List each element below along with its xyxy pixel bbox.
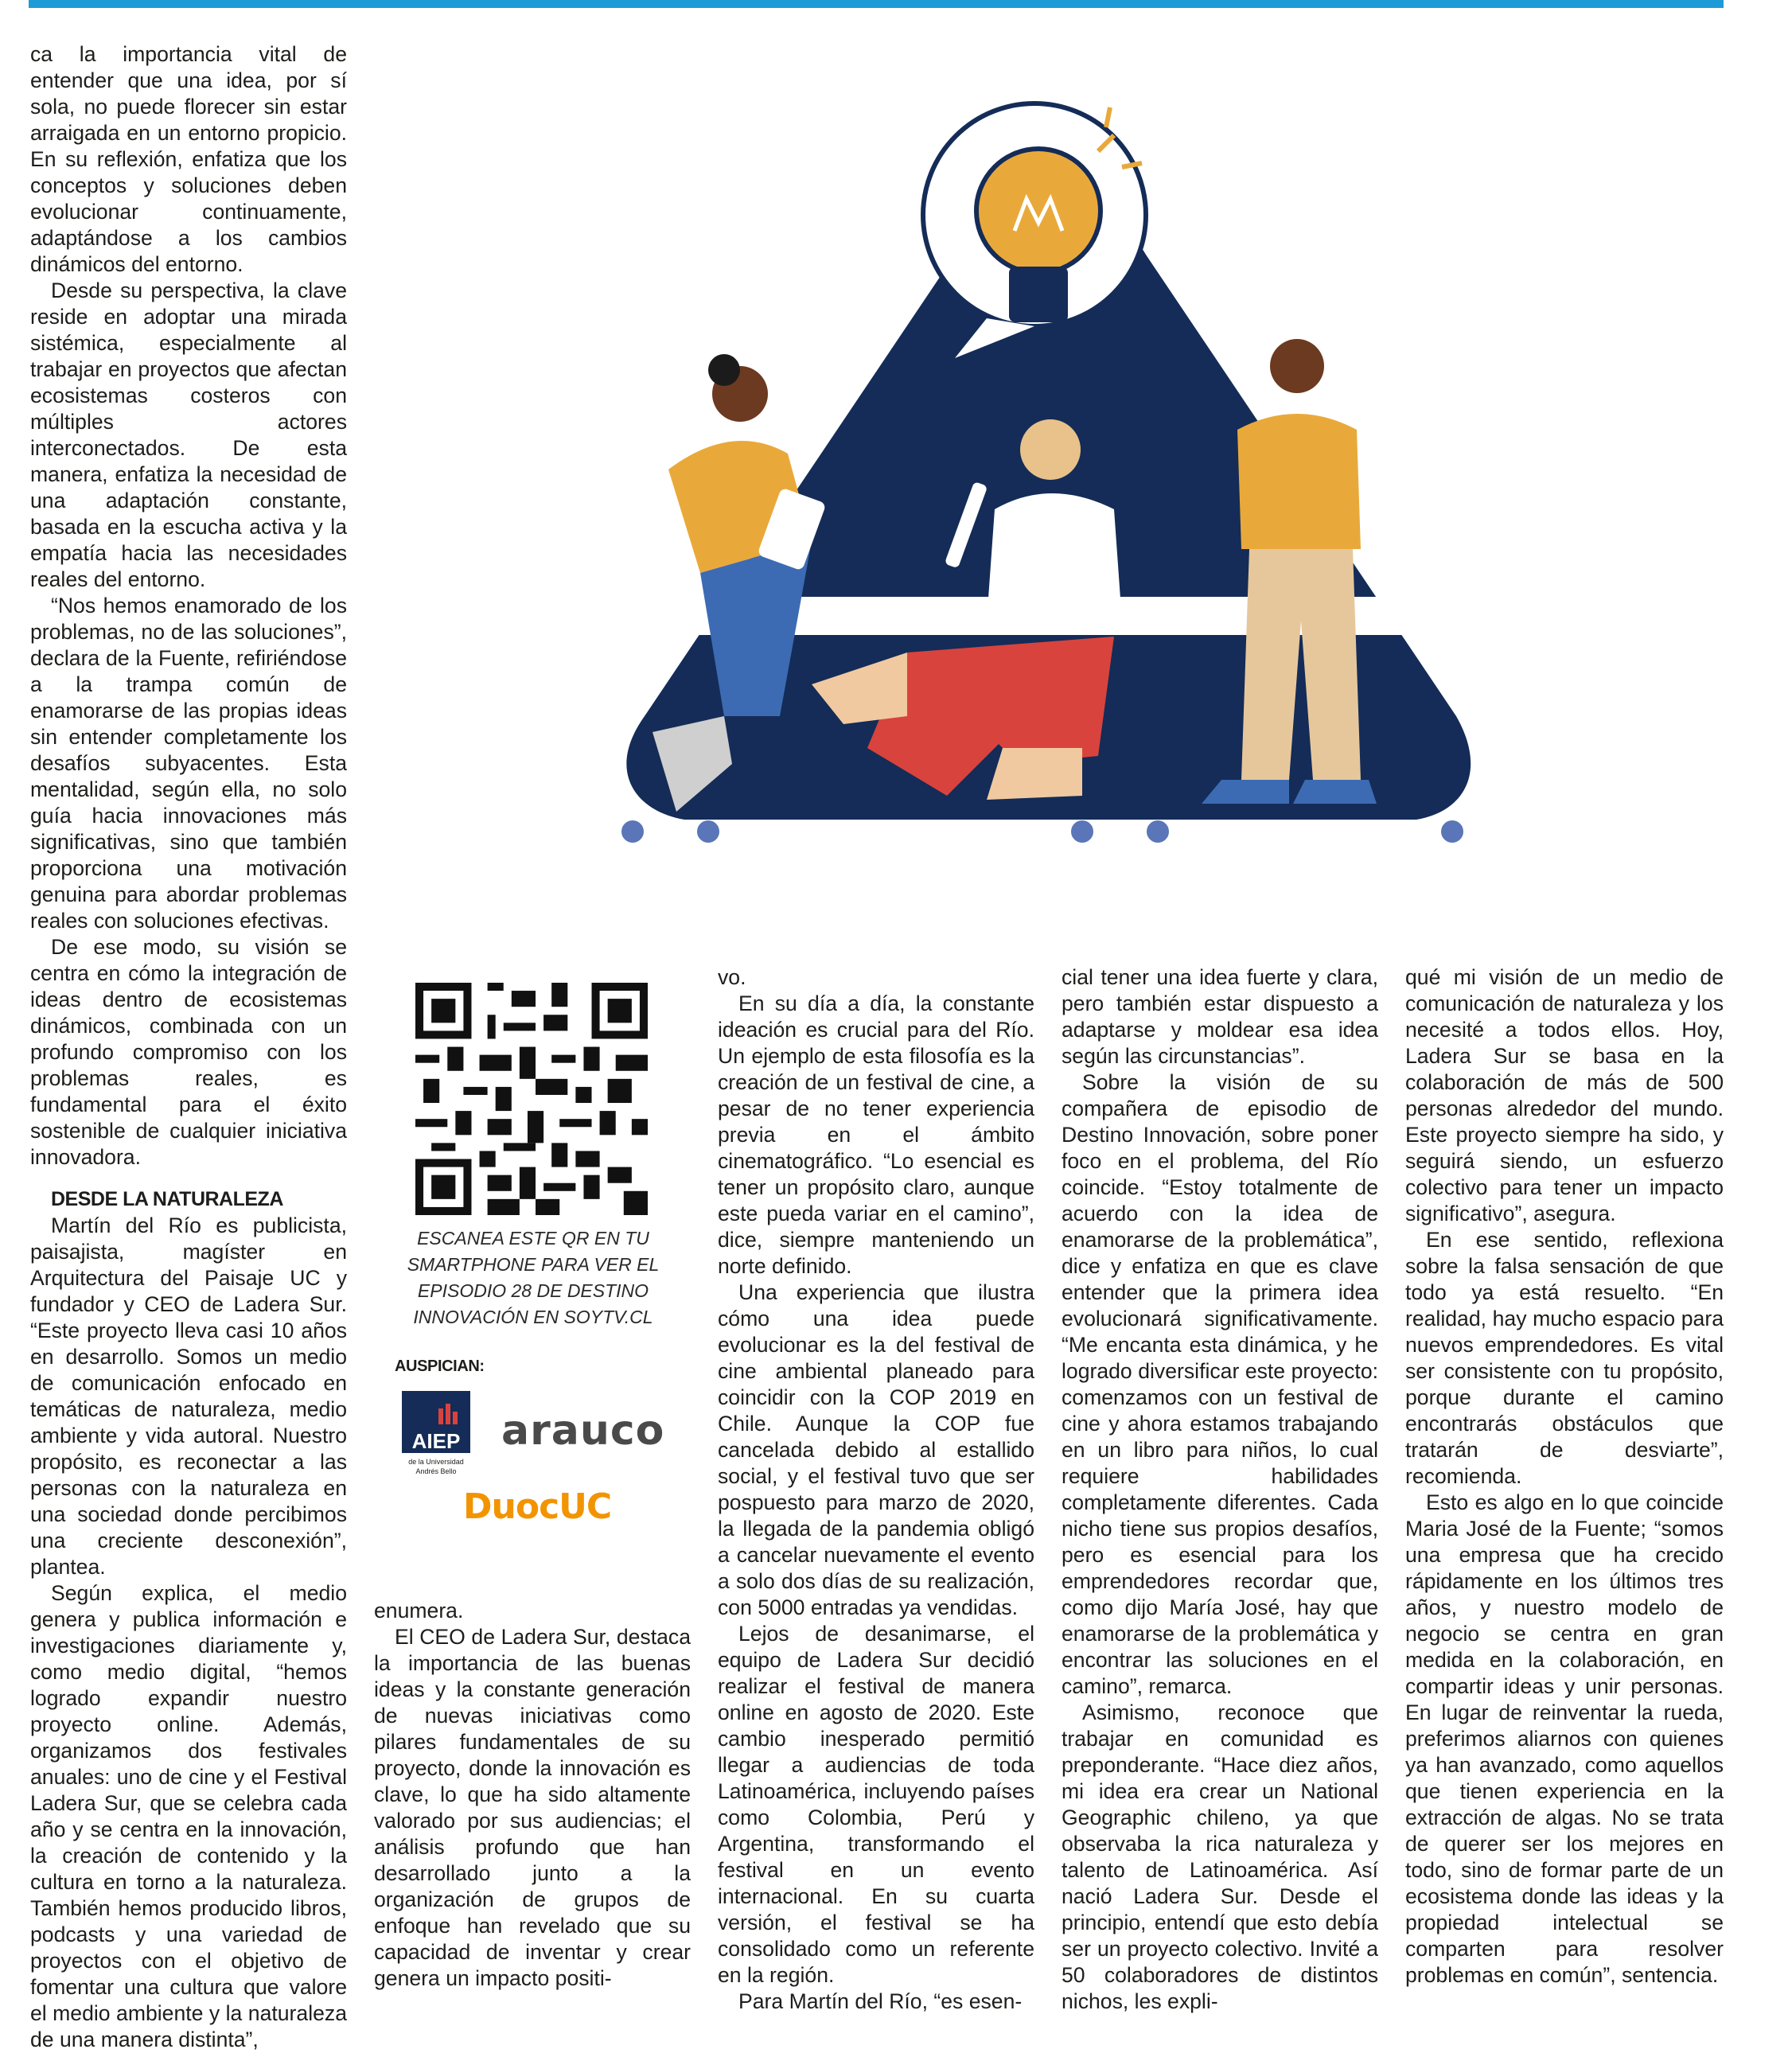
paragraph: Sobre la visión de su compañera de episodio de Destino Innovación, sobre poner foco en el problema, del Río coincide. “Estoy totalmente de acuerdo con la idea de enamorarse de la problemática”, dice y enfatiza en que es clave entender que la primera idea evolucionará significativamente. “Me encanta esta dinámica, y he logrado diversificar este proyecto: comenzamos con un festival de cine y ahora estamos trabajando en un libro para niños, lo cual requiere habilidades completamente diferentes. Cada nicho tiene sus propios desafíos, pero es esencial para los emprendedores recordar que, como dijo María José, hay que enamorarse de la problemática y encontrar las soluciones en el camino”, remarca. (1062, 1070, 1378, 1698)
article-column-2 (374, 1598, 691, 1990)
svg-text:de la Universidad: de la Universidad (408, 1458, 464, 1466)
svg-text:AIEP: AIEP (411, 1429, 461, 1453)
teamwork-illustration (573, 95, 1528, 875)
paragraph: enumera. (374, 1599, 464, 1623)
svg-text:Andrés Bello: Andrés Bello (415, 1467, 457, 1475)
paragraph: ca la importancia vital de entender que una idea, por sí sola, no puede florecer sin estar arraigada en un entorno propicio. En su reflexión, enfatiza que los conceptos y soluciones deben evolucionar continuamente, adaptándose a los cambios dinámicos del entorno. (30, 42, 347, 276)
paragraph: El CEO de Ladera Sur, destaca la importancia de las buenas ideas y la constante generación de nuevas iniciativas como pilares fundamentales de su proyecto, donde la innovación es clave, lo que ha sido altamente valorado por sus audiencias; el análisis profundo que han desarrollado junto a la organización de grupos de enfoque han revelado que su capacidad de inventar y crear genera un impacto positi- (374, 1625, 691, 1990)
qr-caption: ESCANEA ESTE QR EN TU SMARTPHONE PARA VER EL EPISODIO 28 DE DESTINO INNOVACIÓN EN SOYTV.CL (407, 1228, 660, 1327)
article-column-5 (1405, 964, 1724, 1987)
paragraph: Desde su perspectiva, la clave reside en adoptar una mirada sistémica, especialmente al trabajar en proyectos que afectan ecosistemas costeros con múltiples actores interconectados. De esta manera, enfatiza la necesidad de una adaptación constante, basada en la escucha activa y la empatía hacia las necesidades reales del entorno. (30, 279, 347, 591)
paragraph: “Nos hemos enamorado de los problemas, no de las soluciones”, declara de la Fuente, refiriéndose a la trampa común de enamorarse de las propias ideas sin entender completamente los desafíos subyacentes. Esta mentalidad, según ella, no solo guía hacia innovaciones más significativas, sino que también proporciona una motivación genuina para abordar problemas reales con soluciones efectivas. (30, 594, 347, 933)
paragraph: En su día a día, la constante ideación es crucial para del Río. Un ejemplo de esta filosofía es la creación de un festival de cine, a pesar de no tener experiencia previa en el ámbito cinematográfico. “Lo esencial es tener un propósito claro, aunque este pueda variar en el camino”, dice, siempre manteniendo un norte definido. (718, 991, 1034, 1278)
paragraph: Lejos de desanimarse, el equipo de Ladera Sur decidió realizar el festival de manera online en agosto de 2020. Este cambio inesperado permitió llegar a audiencias de toda Latinoamérica, incluyendo países como Colombia, Perú y Argentina, transformando el festival en un evento internacional. En su cuarta versión, el festival se ha consolidado como un referente en la región. (718, 1622, 1034, 1987)
article-column-4 (1062, 964, 1378, 2013)
arauco-logo: arauco (501, 1407, 665, 1455)
duocuc-logo: DuocUC (463, 1486, 612, 1527)
aiep-logo (402, 1391, 470, 1480)
qr-code-icon[interactable] (415, 983, 648, 1215)
paragraph: En ese sentido, reflexiona sobre la falsa sensación de que todo ya está resuelto. “En realidad, hay mucho espacio para nuevos emprendedores. Es vital ser consistente con tu propósito, porque durante el camino encontrarás obstáculos que tratarán de desviarte”, recomienda. (1405, 1228, 1724, 1488)
paragraph: Según explica, el medio genera y publica información e investigaciones diariamente y, como medio digital, “hemos logrado expandir nuestro proyecto online. Además, organizamos dos festivales anuales: uno de cine y el Festival Ladera Sur, que se celebra cada año y se centra en la innovación, la creación de contenido y la cultura en torno a la naturaleza. También hemos producido libros, podcasts y una variedad de proyectos con el objetivo de fomentar una cultura que valore el medio ambiente y la naturaleza de una manera distinta”, (30, 1581, 347, 2051)
paragraph: Para Martín del Río, “es esen- (738, 1989, 1023, 2013)
paragraph: Esto es algo en lo que coincide Maria José de la Fuente; “somos una empresa que ha crecido rápidamente en los últimos tres años, y nuestro modelo de negocio se centra en gran medida en la colaboración, en compartir ideas y unir personas. En lugar de reinventar la rueda, preferimos aliarnos con quienes ya han avanzado, como aquellos que tienen experiencia en la extracción de algas. No se trata de querer ser los mejores en todo, sino de formar parte de un ecosistema donde las ideas y la propiedad intelectual se comparten para resolver problemas en común”, sentencia. (1405, 1490, 1724, 1987)
sponsors-label: AUSPICIAN: (395, 1358, 485, 1375)
paragraph: qué mi visión de un medio de comunicación de naturaleza y los necesité a todos ellos. Hoy, Ladera Sur se basa en la colaboración de más de 500 personas alrededor del mundo. Este proyecto siempre ha sido, y seguirá siendo, un esfuerzo colectivo para tener un impacto significativo”, asegura. (1405, 965, 1724, 1225)
paragraph: cial tener una idea fuerte y clara, pero también estar dispuesto a adaptarse y moldear esa idea según las circunstancias”. (1062, 965, 1378, 1068)
article-column-1 (30, 41, 347, 2051)
paragraph: Una experiencia que ilustra cómo una idea puede evolucionar es la del festival de cine ambiental planeado para coincidir con la COP 2019 en Chile. Aunque la COP fue cancelada debido al estallido social, y el festival tuvo que ser pospuesto para marzo de 2020, la llegada de la pandemia obligó a cancelar nuevamente el evento a solo dos días de su realización, con 5000 entradas ya vendidas. (718, 1280, 1034, 1619)
paragraph: Asimismo, reconoce que trabajar en comunidad es preponderante. “Hace diez años, mi idea era crear un National Geographic chileno, ya que observaba la rica naturaleza y talento de Latinoamérica. Así nació Ladera Sur. Desde el principio, entendí que esto debía ser un proyecto colectivo. Invité a 50 colaboradores de distintos nichos, les expli- (1062, 1700, 1378, 2013)
top-accent-bar (29, 0, 1724, 8)
paragraph: Martín del Río es publicista, paisajista, magíster en Arquitectura del Paisaje UC y fundador y CEO de Ladera Sur. “Este proyecto lleva casi 10 años en desarrollo. Somos un medio de comunicación enfocado en temáticas de naturaleza, medio ambiente y vida autoral. Nuestro propósito, es reconectar a las personas con la naturaleza en una sociedad donde percibimos una creciente desconexión”, plantea. (30, 1213, 347, 1579)
paragraph: vo. (718, 965, 746, 989)
paragraph: De ese modo, su visión se centra en cómo la integración de ideas dentro de ecosistemas dinámicos, combinada con un profundo compromiso con los problemas reales, es fundamental para el éxito sostenible de cualquier iniciativa innovadora. (30, 935, 347, 1169)
article-column-3 (718, 964, 1034, 2013)
section-heading: DESDE LA NATURALEZA (51, 1188, 283, 1210)
